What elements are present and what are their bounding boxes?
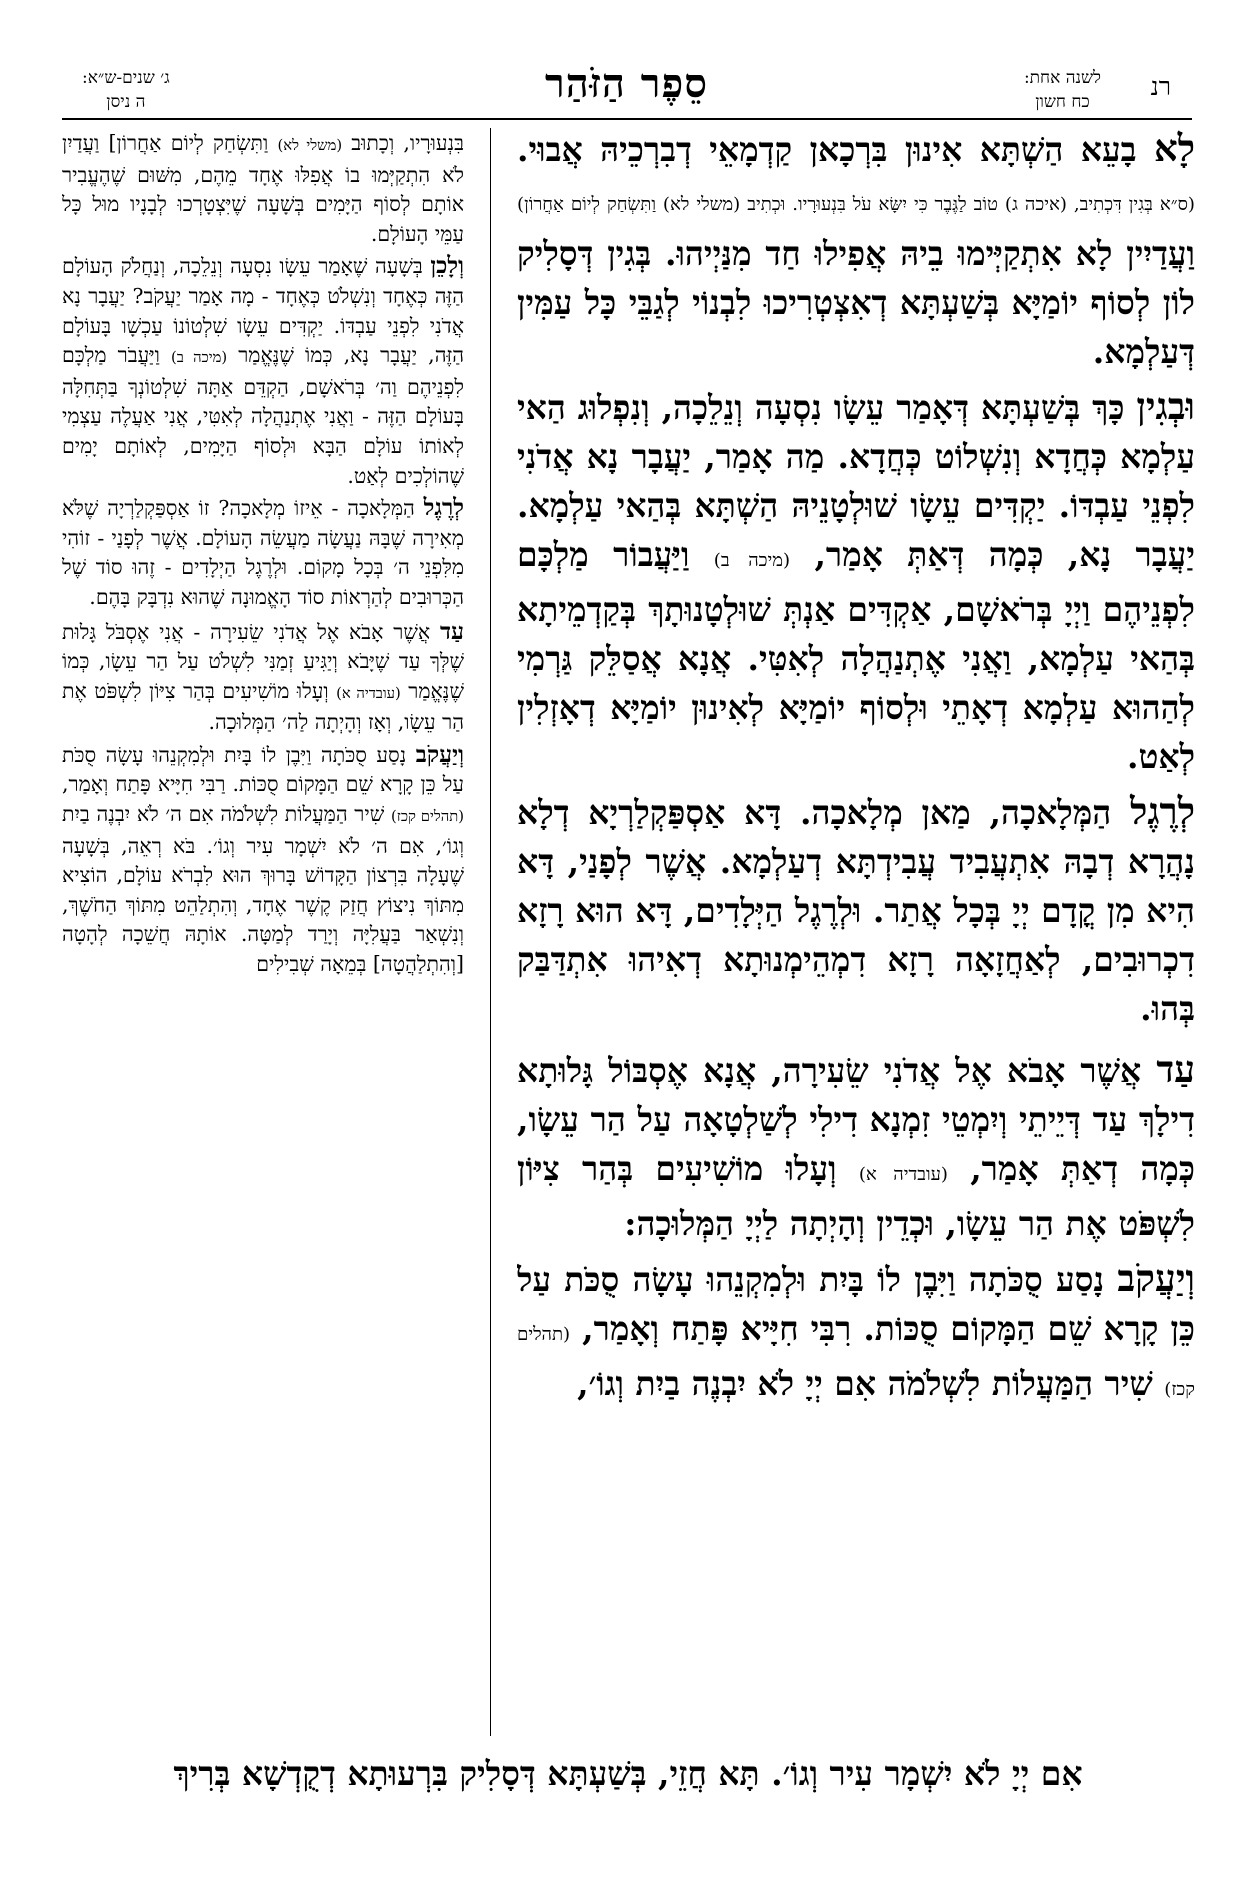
source-reference: (מיכה ב) — [713, 550, 791, 571]
hebrew-paragraph — [62, 251, 464, 491]
paragraph-text: וַיַּעֲבֹר מַלְכָּם לִפְנֵיהֶם וַה׳ בְּרֹאשָׁם, הַקְדֵּם אַתָּה שִׁלְטוֹנְךָ בַּתְּחִלָּה בָּעוֹלָם הַזֶּה - וַאֲנִי אֶתְנַהֲלָה לְאִטִּי, אֲנִי אַעֲלֶה עַצְמִי לְאוֹתוֹ עוֹלָם הַבָּא וּלְסוֹף הַיָּמִים, לְאוֹתָם יָמִים שֶׁהוֹלְכִים לְאַט. — [62, 343, 464, 488]
paragraph-opener: לָא — [1153, 126, 1195, 170]
paragraph-text: בָעֵא הַשְׁתָּא אִינוּן בִּרְכָאן קַדְמָאֵי דְבִרְכֵיהּ אֲבוּי. — [517, 130, 1154, 169]
hebrew-paragraph — [62, 740, 464, 980]
paragraph-text: כָּךְ בְּשַׁעְתָּא דְּאָמַר עֵשָׂו נִסְעָה וְנֵלֵכָה, וְנִפְלוּג הַאי עַלְמָא כְּחֲדָא וְנִשְׁלוֹט כְּחֲדָא. מַה אָמַר, יַעֲבָר נָא אֲדֹנִי לִפְנֵי עַבְדּוֹ. יַקְדִּים עֵשָׂו שׁוּלְטָנֵיהּ הַשְׁתָּא בְּהַאי עַלְמָא. יַעֲבָר נָא, כְּמָה דְּאַתְּ אָמַר, — [517, 388, 1195, 574]
paragraph-opener: וְיַעֲקֹב — [1117, 1256, 1195, 1300]
paragraph-text: בִּנְעוּרָיו, וְכָתוּב — [342, 131, 464, 155]
study-schedule-three-years — [82, 66, 170, 114]
source-reference: (משלי לא) — [277, 137, 343, 154]
source-reference: (עובדיה א) — [858, 1164, 948, 1185]
paragraph-text: וַיַּעֲבוֹר מַלְכָּם לִפְנֵיהֶם וַיְיָ בְּרֹאשָׁם, אַקְדִּים אַנְתְּ שׁוּלְטָנוּתָךְ בְּקַדְמֵיתָא בְּהַאי עַלְמָא, וַאֲנִי אֶתְנַהֲלָה לְאִטִּי. אֲנָא אֲסַלֵּק גַּרְמִי לְהַהוּא עַלְמָא דְאָתֵי וּלְסוֹף יוֹמַיָּא לְאִינוּן יוֹמַיָּא דְאָזְלִין לְאַט. — [517, 535, 1195, 776]
aramaic-continuation-line: אִם יְיָ לֹא יִשְׁמָר עִיר וְגוֹ׳. תָּא חֲזֵי, בְּשַׁעְתָּא דְּסָלִיק בִּרְעוּתָא דְקֻדְשָׁא בְּרִיךְ — [173, 1754, 1083, 1793]
hebrew-paragraph — [62, 493, 464, 614]
source-reference: (תהלים קכז) — [390, 808, 464, 826]
aramaic-paragraph — [517, 124, 1195, 376]
schedule-label: ג׳ שנים-ש״א: — [82, 68, 170, 88]
hebrew-paragraph — [62, 617, 464, 738]
page-title: סֵפֶר הַזֹּהַר — [545, 60, 708, 107]
page-number: רנ — [1150, 72, 1171, 101]
paragraph-text: שִׁיר הַמַּעֲלוֹת לִשְׁלֹמֹה אִם ה׳ לֹא יִבְנֶה בַיִת וְגוֹ׳, אִם ה׳ לֹא יִשְׁמָר עִיר וְגוֹ׳. בֹּא רְאֵה, בְּשָׁעָה שֶׁעָלָה בִּרְצוֹן הַקָּדוֹשׁ בָּרוּךְ הוּא לִבְרֹא עוֹלָם, הוֹצִיא מִתּוֹךְ נִיצוֹץ חֲזַק קֶשֶׁר אֶחָד, וְהִתְלַהֵט מִתּוֹךְ הַחֹשֶׁךְ, וְנִשְׁאַר בַּעֲלִיָּה וְיָרַד לְמַטָּה. אוֹתָהּ חֲשֵׁכָה לְהָטָה [וְהִתְלַהֲטָה] בְּמֵאָה שְׁבִילִים — [62, 802, 464, 977]
header-rule — [62, 118, 1192, 120]
source-reference: (מיכה ב) — [170, 349, 228, 367]
paragraph-text: אֲשֶׁר אָבֹא אֶל אֲדֹנִי שֵׂעִירָה - אֲנִי אֶסְבֹּל גָּלוּת שֶׁלְּךָ עַד שֶׁיָּבֹא וְיַגִּיעַ זְמַנִּי לִשְׁלֹט עַל הַר עֵשָׂו, כְּמוֹ שֶׁנֶּאֱמַר — [62, 619, 464, 703]
source-reference: (ס״א בְּגִין דִּכְתִיב, (איכה ג) טוֹב לַגֶּבֶר כִּי יִשָּׂא עֹל בִּנְעוּרָיו. וּכְתִיב (משלי לא) וַתִּשְׂחַק לְיוֹם אַחֲרוֹן) — [517, 194, 1195, 215]
paragraph-text: שִׁיר הַמַּעֲלוֹת לִשְׁלֹמֹה אִם יְיָ לֹא יִבְנֶה בַיִת וְגוֹ׳, — [577, 1364, 1165, 1403]
hebrew-translation-column — [62, 128, 464, 1738]
aramaic-paragraph — [517, 1045, 1195, 1248]
paragraph-text: הַמְּלָאכָה, מַאן מְלָאכָה. דָּא אַסְפַּקְלַרְיָא דְלָא נָהֲרָא דְבָהּ אִתְעֲבִיד עֲבִידְתָּא דְעַלְמָא. אֲשֶׁר לְפָנַי, דָּא הִיא מִן קֳדָם יְיָ בְּכָל אֲתַר. וּלְרֶגֶל הַיְּלָדִים, דָּא הוּא רָזָא דִכְרוּבִים, לְאַחֲזָאָה רָזָא דִמְהֵימְנוּתָא דְאִיהוּ אִתְדַּבַּק בְּהוּ. — [517, 793, 1195, 1028]
paragraph-text: הַמְּלָאכָה - אֵיזוֹ מְלָאכָה? זוֹ אַסְפַּקְלַרְיָה שֶׁלֹּא מְאִירָה שֶׁבָּהּ נַעֲשָׂה מַעֲשֵׂה הָעוֹלָם. אֲשֶׁר לְפָנַי - זוֹהִי מִלִּפְנֵי ה׳ בְּכָל מָקוֹם. וּלְרֶגֶל הַיְלָדִים - זֶהוּ סוֹד שֶׁל הַכְּרוּבִים לְהַרְאוֹת סוֹד הָאֱמוּנָה שֶׁהוּא נִדְבָּק בָּהֶם. — [62, 496, 464, 609]
paragraph-opener: וּבְגִין — [1136, 384, 1195, 428]
paragraph-opener: לְרֶגֶל — [1130, 789, 1195, 833]
aramaic-column — [517, 124, 1195, 1744]
paragraph-text: וְעָלוּ מוֹשִׁיעִים בְּהַר צִיּוֹן לִשְׁפֹּט אֶת הַר עֵשָׂו, וְאָז וְהָיְתָה לַה׳ הַמְּלוּכָה. — [62, 678, 464, 735]
paragraph-text: בְּשָׁעָה שֶׁאָמַר עֵשָׂו נִסְעָה וְנֵלֵכָה, וְנַחֲלֹק הָעוֹלָם הַזֶּה כְּאֶחָד וְנִשְׁלֹט כְּאֶחָד - מָה אָמַר יַעֲקֹב? יַעֲבָר נָא אֲדֹנִי לִפְנֵי עַבְדּוֹ. יַקְדִּים עֵשָׂו שִׁלְטוֹנוֹ עַכְשָׁו בָּעוֹלָם הַזֶּה, יַעֲבָר נָא, כְּמוֹ שֶׁנֶּאֱמַר — [62, 254, 464, 368]
schedule-label: לשנה אחת: — [1023, 68, 1101, 88]
aramaic-paragraph — [517, 382, 1195, 781]
paragraph-opener: לְרֶגֶל — [423, 494, 464, 522]
schedule-date: ה ניסן — [106, 92, 146, 112]
paragraph-opener: עַד — [439, 617, 464, 645]
schedule-date: כח חשון — [1035, 92, 1090, 112]
column-divider — [490, 128, 491, 1736]
hebrew-paragraph — [62, 128, 464, 249]
paragraph-opener: וְלָכֵן — [430, 252, 464, 280]
aramaic-paragraph — [517, 787, 1195, 1039]
page-header — [0, 60, 1253, 125]
paragraph-text: וְעָלוּ מוֹשִׁיעִים בְּהַר צִיּוֹן לִשְׁפֹּט אֶת הַר עֵשָׂו, וּכְדֵין וְהָיְתָה לַיְיָ הַמְּלוּכָה: — [517, 1149, 1195, 1243]
paragraph-opener: וְיַעֲקֹב — [415, 740, 464, 768]
paragraph-text: אֲשֶׁר אָבֹא אֶל אֲדֹנִי שֵׂעִירָה, אֲנָא אֶסְבּוֹל גָּלוּתָא דִילָךְ עַד דְּיֵיתֵי וְיִמְטֵי זִמְנָא דִילִי לְשַׁלְטָאָה עַל הַר עֵשָׂו, כְּמָה דְאַתְּ אָמַר, — [517, 1051, 1195, 1188]
paragraph-text: וַתִּשְׂחַק לְיוֹם אַחֲרוֹן] וַעֲדַיִן לֹא הִתְקַיְּמוּ בוֹ אֲפִלּוּ אֶחָד מֵהֶם, מִשּׁוּם שֶׁהֶעֱבִיר אוֹתָם לְסוֹף הַיָּמִים בְּשָׁעָה שֶׁיִּצְטָרְכוּ לְבָנָיו מוּל כָּל עַמֵּי הָעוֹלָם. — [62, 131, 464, 246]
paragraph-text: נָסַע סֻכֹּתָה וַיִּבֶן לוֹ בָּיִת וּלְמִקְנֵהוּ עָשָׂה סֻכֹּת עַל כֵּן קָרָא שֵׁם הַמָּקוֹם סֻכּוֹת. רִבִּי חִיָּיא פָּתַח וְאָמַר, — [517, 1260, 1195, 1348]
source-reference: (תהלים קכז) — [517, 1324, 1195, 1400]
paragraph-text: נָסַע סֻכֹּתָה וַיִּבֶן לוֹ בָּיִת וּלְמִקְנֵהוּ עָשָׂה סֻכֹּת עַל כֵּן קָרָא שֵׁם הַמָּקוֹם סֻכּוֹת. רַבִּי חִיָּיא פָּתַח וְאָמַר, — [62, 742, 464, 797]
paragraph-opener: עַד — [1156, 1047, 1195, 1091]
source-reference: (עובדיה א) — [336, 684, 401, 702]
paragraph-text: וַעֲדַיִין לָא אִתְקַיְּימוּ בֵיהּ אֲפִילוּ חַד מִנַּיְיהוּ. בְּגִין דְּסָלִיק לוֹן לְסוֹף יוֹמַיָּא בְּשַׁעְתָּא דְאִצְטְרִיכוּ לִבְנוֹי לְגַבֵּי כָּל עַמִּין דְּעַלְמָא. — [517, 234, 1195, 371]
aramaic-paragraph — [517, 1254, 1195, 1414]
